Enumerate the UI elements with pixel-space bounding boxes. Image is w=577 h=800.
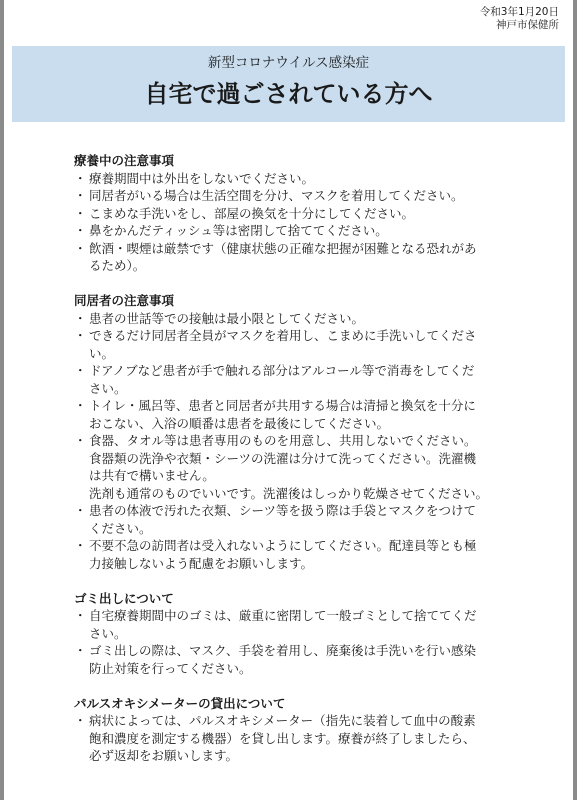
bullet-text (89, 205, 517, 223)
page-title: 自宅で過ごされている方へ (144, 80, 433, 108)
bullet-text-line: 飲酒・喫煙は厳禁です（健康状態の正確な把握が困難となる恐れがあ (89, 240, 477, 256)
section-heading: パルスオキシメーターの貸出について (74, 695, 286, 711)
bullet-item (74, 205, 517, 223)
title-banner (12, 46, 565, 122)
bullet-text (89, 170, 517, 188)
bullet-mark: ・ (74, 223, 87, 238)
bullet-text-line: ください。 (89, 520, 152, 536)
bullet-text-line: 自宅療養期間中のゴミは、厳重に密閉して一般ゴミとして捨ててくだ (89, 608, 477, 623)
bullet-mark: ・ (74, 205, 87, 221)
bullet-mark: ・ (74, 433, 87, 448)
bullet-text (89, 502, 517, 537)
bullet-mark: ・ (74, 538, 87, 553)
bullet-text-line: 療養期間中は外出をしないでください。 (89, 170, 315, 186)
notice-section (74, 590, 517, 678)
bullet-mark: ・ (74, 328, 87, 343)
bullet-mark: ・ (74, 608, 87, 623)
bullet-text-line: るため）。 (89, 258, 146, 273)
bullet-mark: ・ (74, 643, 87, 658)
bullet-text (89, 397, 517, 432)
bullet-text (89, 362, 517, 397)
notice-section (74, 152, 517, 275)
bullet-item (74, 362, 517, 397)
bullet-text-line: 不要不急の訪問者は受入れないようにしてください。配達員等とも極 (89, 538, 477, 553)
bullet-item (74, 310, 517, 328)
bullet-text-line: できるだけ同居者全員がマスクを着用し、こまめに手洗いしてくださ (89, 328, 477, 343)
bullet-mark: ・ (74, 713, 87, 728)
issuer-block (480, 6, 559, 32)
bullet-text-line: 鼻をかんだティッシュ等は密閉して捨ててください。 (89, 223, 388, 238)
bullet-text (89, 310, 517, 328)
bullet-item (74, 432, 517, 502)
bullet-text (89, 432, 517, 502)
bullet-text-line: い。 (89, 345, 115, 361)
bullet-text-line: さい。 (89, 380, 127, 396)
bullet-text-line: こまめな手洗いをし、部屋の換気を十分にしてください。 (89, 205, 415, 221)
bullet-text (89, 222, 517, 240)
bullet-text-line: 患者の世話等での接触は最小限としてください。 (89, 310, 365, 326)
bullet-text-line: 病状によっては、パルスオキシメーター（指先に装着して血中の酸素 (89, 713, 476, 728)
bullet-mark: ・ (74, 363, 87, 378)
bullet-text-line: 同居者がいる場合は生活空間を分け、マスクを着用してください。 (89, 188, 464, 203)
notice-content (74, 152, 517, 782)
bullet-text-line: は共有で構いません。 (89, 468, 215, 483)
bullet-item (74, 642, 517, 677)
bullet-text-line: 必ず返却をお願いします。 (89, 748, 239, 763)
bullet-mark: ・ (74, 240, 87, 256)
bullet-text (89, 240, 517, 275)
bullet-text (89, 327, 517, 362)
issue-date: 令和3年1月20日 (479, 6, 559, 18)
section-heading: ゴミ出しについて (74, 590, 174, 606)
bullet-item (74, 240, 517, 275)
bullet-text-line: ゴミ出しの際は、マスク、手袋を着用し、廃棄後は手洗いを行い感染 (89, 643, 477, 658)
bullet-mark: ・ (74, 170, 87, 186)
bullet-text-line: 防止対策を行ってください。 (89, 660, 252, 676)
bullet-text-line: 食器類の洗浄や衣類・シーツの洗濯は分けて洗ってください。洗濯機 (89, 450, 477, 466)
bullet-text (89, 712, 517, 765)
bullet-item (74, 170, 517, 188)
section-heading: 療養中の注意事項 (74, 153, 175, 168)
bullet-text-line: 洗剤も通常のものでいいです。洗濯後はしっかり乾燥させてください。 (89, 485, 489, 501)
bullet-text-line: 食器、タオル等は患者専用のものを用意し、共用しないでください。 (89, 433, 477, 448)
bullet-text (89, 537, 517, 572)
bullet-text (89, 607, 517, 642)
bullet-item (74, 222, 517, 240)
bullet-item (74, 537, 517, 572)
bullet-text-line: ドアノブなど患者が手で触れる部分はアルコール等で消毒をしてくだ (89, 363, 475, 378)
bullet-text-line: おこない、入浴の順番は患者を最後にしてください。 (89, 415, 390, 431)
bullet-item (74, 712, 517, 765)
banner-subtitle: 新型コロナウイルス感染症 (207, 55, 370, 71)
bullet-text-line: トイレ・風呂等、患者と同居者が共用する場合は清掃と換気を十分に (89, 398, 476, 413)
bullet-mark: ・ (74, 398, 87, 413)
bullet-mark: ・ (74, 310, 87, 326)
notice-section (74, 695, 517, 765)
bullet-mark: ・ (74, 503, 87, 518)
bullet-text-line: 力接触しないよう配慮をお願いします。 (89, 555, 314, 571)
bullet-item (74, 502, 517, 537)
bullet-item (74, 187, 517, 205)
bullet-mark: ・ (74, 188, 87, 203)
bullet-text-line: 飽和濃度を測定する機器）を貸し出します。療養が終了しましたら、 (89, 730, 476, 746)
bullet-item (74, 397, 517, 432)
notice-section (74, 292, 517, 572)
bullet-text-line: 患者の体液で汚れた衣類、シーツ等を扱う際は手袋とマスクをつけて (89, 503, 477, 518)
bullet-text-line: さい。 (89, 625, 127, 641)
bullet-item (74, 327, 517, 362)
bullet-text (89, 187, 517, 205)
bullet-text (89, 642, 517, 677)
section-heading: 同居者の注意事項 (74, 293, 175, 308)
bullet-item (74, 607, 517, 642)
issuing-office: 神戸市保健所 (496, 19, 559, 31)
